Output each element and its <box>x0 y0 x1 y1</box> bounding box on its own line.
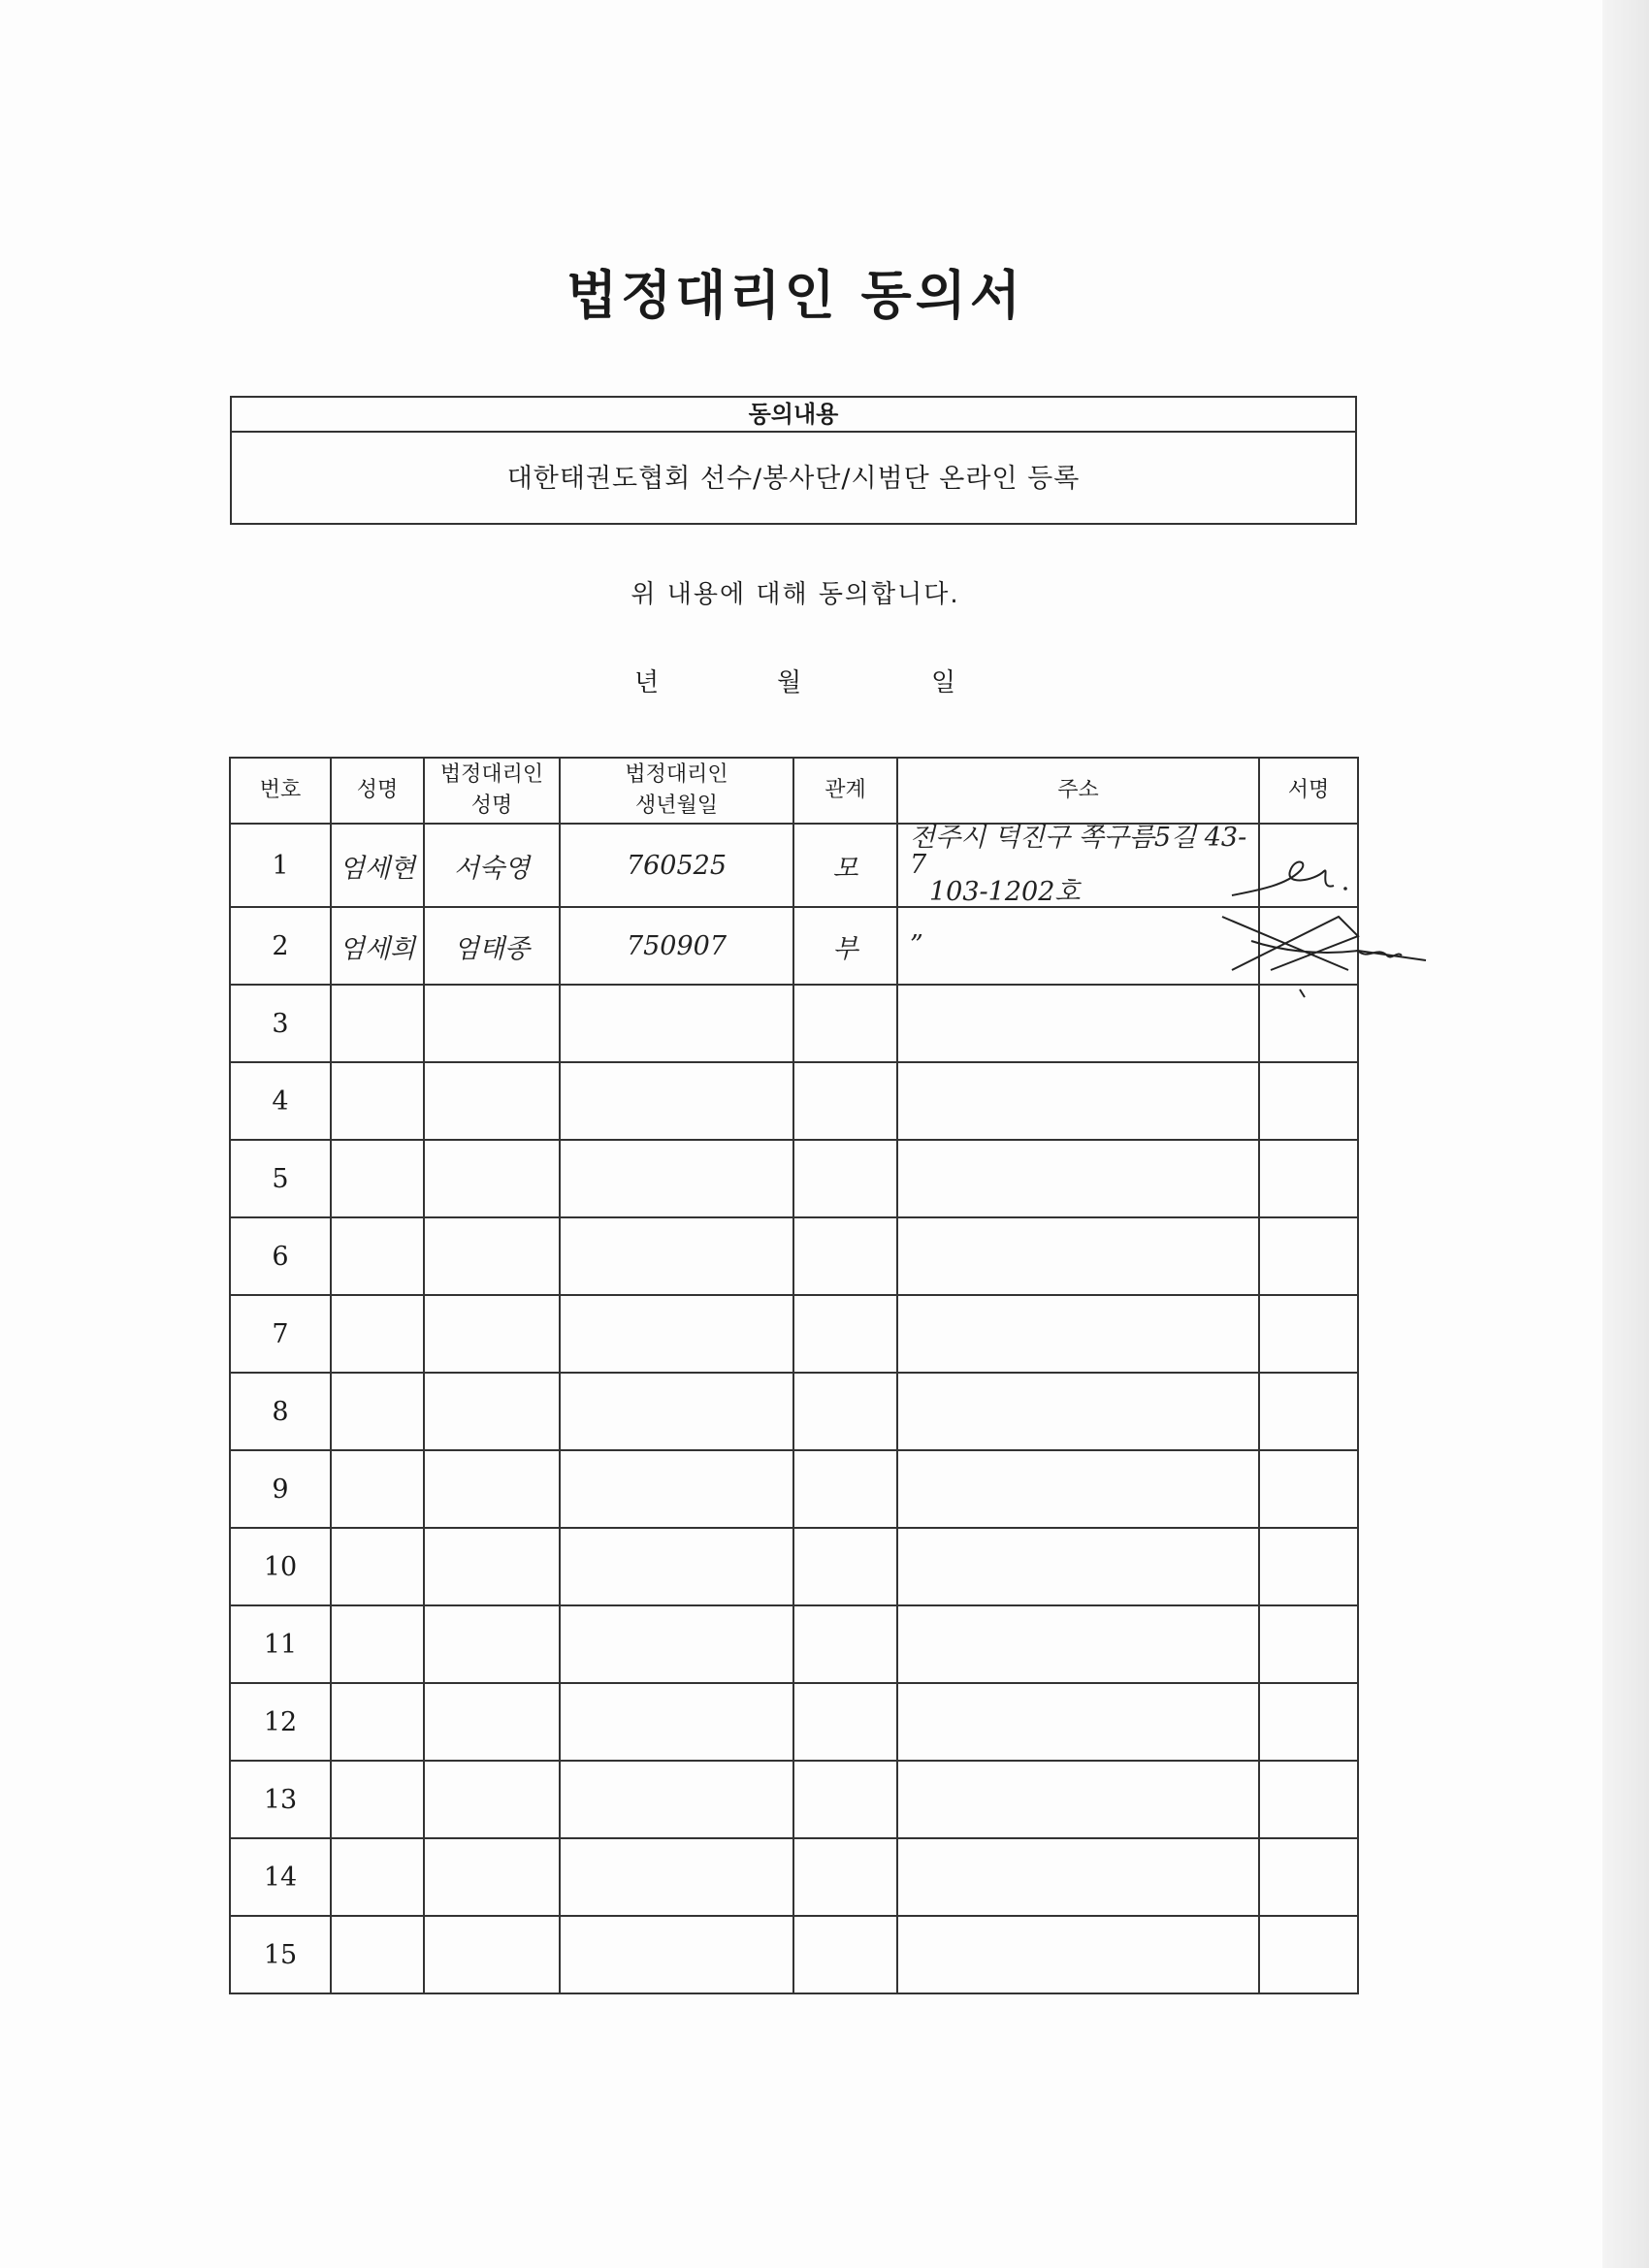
header-name: 성명 <box>331 758 424 824</box>
row-rep-name <box>424 1295 560 1373</box>
row-address <box>897 1450 1259 1528</box>
row-rep-name <box>424 1528 560 1605</box>
row-name <box>331 1528 424 1605</box>
table-row <box>230 824 1358 907</box>
row-rep-birth <box>560 1838 793 1916</box>
row-relation: 부 <box>793 907 897 985</box>
consent-body: 대한태권도협회 선수/봉사단/시범단 온라인 등록 <box>506 464 1081 494</box>
row-rep-birth <box>560 1605 793 1683</box>
row-no: 15 <box>230 1916 331 1993</box>
date-month-label: 월 <box>777 668 802 697</box>
registration-table <box>229 757 1359 1994</box>
row-rep-name: 엄태종 <box>424 907 560 985</box>
row-rep-name: 서숙영 <box>424 824 560 907</box>
row-address <box>897 1605 1259 1683</box>
row-address-line2: 103-1202호 <box>929 877 1081 907</box>
signature-2-mark <box>1212 902 1436 999</box>
row-address <box>897 1683 1259 1761</box>
row-no: 13 <box>230 1761 331 1838</box>
row-name <box>331 1605 424 1683</box>
row-name <box>331 1062 424 1140</box>
row-rep-name <box>424 1450 560 1528</box>
row-rep-birth <box>560 1373 793 1450</box>
row-no: 8 <box>230 1373 331 1450</box>
row-rep-birth <box>560 1140 793 1217</box>
row-signature <box>1259 1528 1358 1605</box>
row-address <box>897 907 1259 985</box>
row-rep-birth <box>560 1761 793 1838</box>
row-name <box>331 1295 424 1373</box>
header-rep-name-line1: 법정대리인 <box>439 762 544 787</box>
table-row <box>230 1295 1358 1373</box>
row-relation <box>793 1295 897 1373</box>
row-no: 2 <box>230 907 331 985</box>
row-name <box>331 1916 424 1993</box>
row-address <box>897 1528 1259 1605</box>
row-signature <box>1259 1916 1358 1993</box>
row-signature <box>1259 1761 1358 1838</box>
row-name <box>331 1373 424 1450</box>
row-address <box>897 1140 1259 1217</box>
header-signature: 서명 <box>1259 758 1358 824</box>
row-address <box>897 1761 1259 1838</box>
row-relation <box>793 1217 897 1295</box>
row-rep-name <box>424 1605 560 1683</box>
row-address <box>897 1217 1259 1295</box>
row-address <box>897 824 1259 907</box>
header-address: 주소 <box>897 758 1259 824</box>
row-name <box>331 985 424 1062</box>
row-no: 10 <box>230 1528 331 1605</box>
header-rep-name-line2: 성명 <box>470 794 513 818</box>
table-row <box>230 1450 1358 1528</box>
row-relation <box>793 1062 897 1140</box>
date-day-label: 일 <box>931 668 956 697</box>
row-name <box>331 1683 424 1761</box>
table-header-row <box>230 758 1358 824</box>
header-rep-name <box>424 758 560 824</box>
row-address <box>897 1838 1259 1916</box>
table-row <box>230 985 1358 1062</box>
row-no: 1 <box>230 824 331 907</box>
row-rep-name <box>424 1140 560 1217</box>
row-name <box>331 1217 424 1295</box>
row-rep-birth <box>560 1916 793 1993</box>
row-no: 7 <box>230 1295 331 1373</box>
table-row <box>230 1761 1358 1838</box>
row-rep-name <box>424 1761 560 1838</box>
row-signature <box>1259 1217 1358 1295</box>
header-rep-birth-line2: 생년월일 <box>634 794 718 818</box>
consent-content-box <box>230 396 1357 525</box>
row-signature <box>1259 1295 1358 1373</box>
row-name <box>331 1761 424 1838</box>
row-name: 엄세현 <box>331 824 424 907</box>
row-relation: 모 <box>793 824 897 907</box>
row-signature <box>1259 1838 1358 1916</box>
row-no: 14 <box>230 1838 331 1916</box>
row-relation <box>793 985 897 1062</box>
row-signature <box>1259 1373 1358 1450</box>
row-address <box>897 985 1259 1062</box>
document-title: 법정대리인 동의서 <box>566 265 1025 326</box>
row-rep-birth <box>560 1062 793 1140</box>
row-address <box>897 1373 1259 1450</box>
row-relation <box>793 1140 897 1217</box>
signature-1-mark <box>1227 842 1363 910</box>
row-rep-birth <box>560 1295 793 1373</box>
agree-statement: 위 내용에 대해 동의합니다. <box>630 580 960 609</box>
row-relation <box>793 1838 897 1916</box>
row-no: 5 <box>230 1140 331 1217</box>
row-rep-name <box>424 1062 560 1140</box>
row-name <box>331 1140 424 1217</box>
header-no: 번호 <box>230 758 331 824</box>
row-rep-birth: 750907 <box>560 907 793 985</box>
row-signature <box>1259 1062 1358 1140</box>
row-relation <box>793 1528 897 1605</box>
row-name: 엄세희 <box>331 907 424 985</box>
row-relation <box>793 1683 897 1761</box>
row-signature <box>1259 1605 1358 1683</box>
table-row <box>230 1528 1358 1605</box>
date-year-label: 년 <box>634 668 660 697</box>
row-no: 9 <box>230 1450 331 1528</box>
row-address <box>897 1295 1259 1373</box>
scan-edge-shadow <box>1602 0 1649 2268</box>
row-rep-birth <box>560 985 793 1062</box>
table-row <box>230 1916 1358 1993</box>
row-signature <box>1259 1450 1358 1528</box>
row-no: 3 <box>230 985 331 1062</box>
table-row <box>230 1605 1358 1683</box>
row-rep-birth <box>560 1528 793 1605</box>
row-rep-name <box>424 1838 560 1916</box>
table-row <box>230 907 1358 985</box>
row-address-line1: 전주시 덕진구 쪽구름5길 43-7 <box>910 823 1247 880</box>
row-rep-name <box>424 1217 560 1295</box>
row-rep-birth <box>560 1683 793 1761</box>
header-relation: 관계 <box>793 758 897 824</box>
row-no: 6 <box>230 1217 331 1295</box>
table-row <box>230 1373 1358 1450</box>
row-address <box>897 1062 1259 1140</box>
table-row <box>230 1838 1358 1916</box>
consent-header: 동의내용 <box>232 398 1355 433</box>
row-address-line1: ” <box>910 930 923 960</box>
table-row <box>230 1683 1358 1761</box>
header-rep-birth-line1: 법정대리인 <box>625 762 728 787</box>
table-row <box>230 1062 1358 1140</box>
row-rep-name <box>424 985 560 1062</box>
table-row <box>230 1140 1358 1217</box>
row-rep-name <box>424 1916 560 1993</box>
row-rep-name <box>424 1683 560 1761</box>
row-no: 12 <box>230 1683 331 1761</box>
row-name <box>331 1450 424 1528</box>
row-rep-birth: 760525 <box>560 824 793 907</box>
row-name <box>331 1838 424 1916</box>
row-relation <box>793 1373 897 1450</box>
row-rep-birth <box>560 1450 793 1528</box>
row-no: 4 <box>230 1062 331 1140</box>
row-no: 11 <box>230 1605 331 1683</box>
table-row <box>230 1217 1358 1295</box>
row-address <box>897 1916 1259 1993</box>
row-relation <box>793 1605 897 1683</box>
row-rep-name <box>424 1373 560 1450</box>
row-signature <box>1259 1140 1358 1217</box>
row-rep-birth <box>560 1217 793 1295</box>
row-relation <box>793 1450 897 1528</box>
row-relation <box>793 1916 897 1993</box>
header-rep-birth <box>560 758 793 824</box>
row-signature <box>1259 1683 1358 1761</box>
row-relation <box>793 1761 897 1838</box>
